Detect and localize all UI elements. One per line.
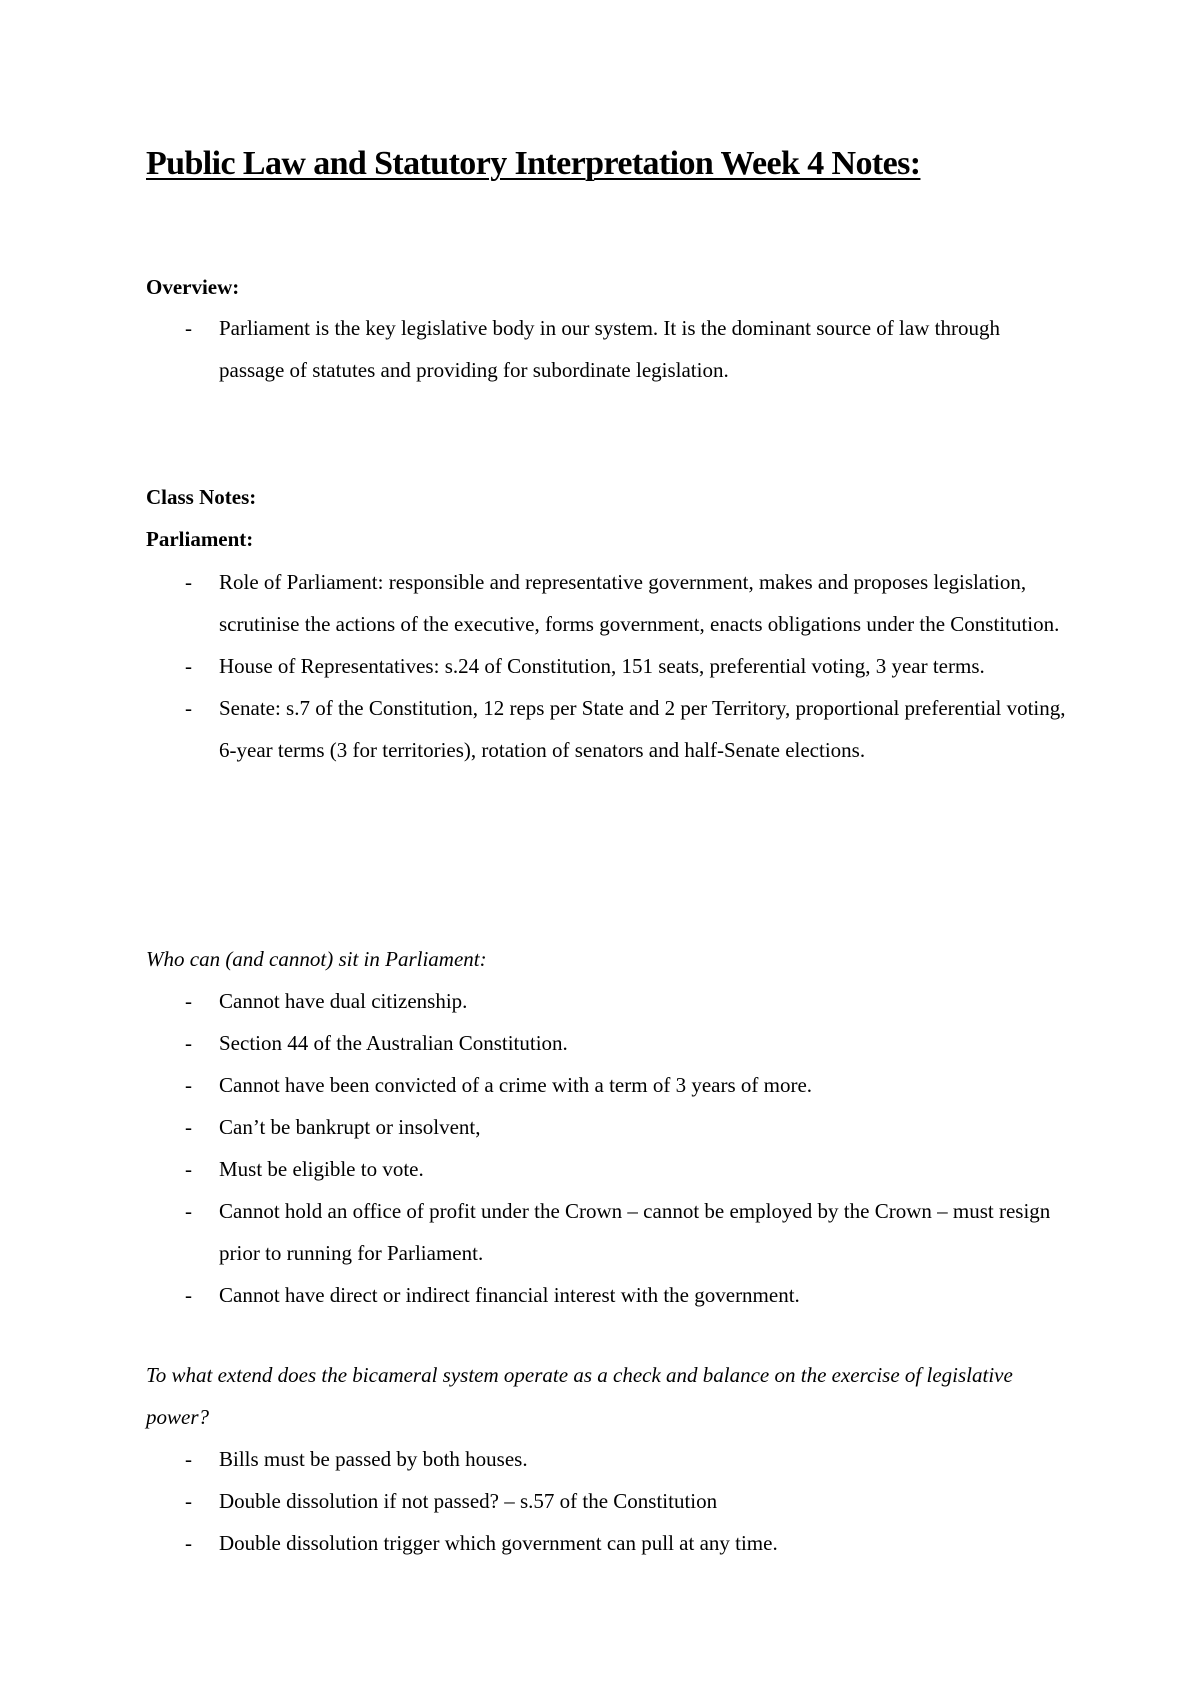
list-item bbox=[146, 1438, 1066, 1480]
bicameral-heading: To what extend does the bicameral system operate as a check and balance on the exercise of legislative power? bbox=[146, 1363, 1013, 1429]
list-item bbox=[146, 687, 1066, 771]
list-item-text: Must be eligible to vote. bbox=[219, 1157, 424, 1181]
dash-bullet-icon bbox=[185, 980, 192, 1022]
overview-heading: Overview: bbox=[146, 275, 240, 299]
list-item bbox=[146, 1106, 1066, 1148]
list-item-text: Parliament is the key legislative body in our system. It is the dominant source of law through passage of statutes and providing for subordinate legislation. bbox=[219, 316, 1000, 382]
bicameral-list bbox=[146, 1438, 1066, 1564]
list-item bbox=[146, 645, 1066, 687]
list-item-text: Role of Parliament: responsible and representative government, makes and proposes legislation, scrutinise the actions of the executive, forms government, enacts obligations under the Constitution. bbox=[219, 570, 1060, 636]
list-item-text: Section 44 of the Australian Constitution. bbox=[219, 1031, 568, 1055]
list-item bbox=[146, 1148, 1066, 1190]
list-item-text: Cannot hold an office of profit under the Crown – cannot be employed by the Crown – must resign prior to running for Parliament. bbox=[219, 1199, 1051, 1265]
who-can-sit-list bbox=[146, 980, 1066, 1316]
dash-bullet-icon bbox=[185, 645, 192, 687]
page-title: Public Law and Statutory Interpretation Week 4 Notes: bbox=[146, 145, 921, 182]
list-item bbox=[146, 980, 1066, 1022]
list-item-text: Double dissolution trigger which government can pull at any time. bbox=[219, 1531, 778, 1555]
parliament-list bbox=[146, 561, 1066, 771]
dash-bullet-icon bbox=[185, 1022, 192, 1064]
dash-bullet-icon bbox=[185, 307, 192, 349]
dash-bullet-icon bbox=[185, 1274, 192, 1316]
dash-bullet-icon bbox=[185, 687, 192, 729]
overview-list bbox=[146, 307, 1066, 391]
list-item bbox=[146, 1190, 1066, 1274]
list-item-text: Bills must be passed by both houses. bbox=[219, 1447, 528, 1471]
dash-bullet-icon bbox=[185, 1106, 192, 1148]
list-item-text: Cannot have been convicted of a crime with a term of 3 years of more. bbox=[219, 1073, 813, 1097]
list-item-text: Cannot have dual citizenship. bbox=[219, 989, 468, 1013]
parliament-subheading: Parliament: bbox=[146, 527, 254, 551]
list-item-text: House of Representatives: s.24 of Constitution, 151 seats, preferential voting, 3 year terms. bbox=[219, 654, 985, 678]
list-item bbox=[146, 1274, 1066, 1316]
dash-bullet-icon bbox=[185, 1522, 192, 1564]
list-item bbox=[146, 1522, 1066, 1564]
dash-bullet-icon bbox=[185, 1190, 192, 1232]
list-item-text: Senate: s.7 of the Constitution, 12 reps per State and 2 per Territory, proportional preferential voting, 6-year terms (3 for territories), rotation of senators and half-Senate elections. bbox=[219, 696, 1066, 762]
who-can-sit-heading: Who can (and cannot) sit in Parliament: bbox=[146, 947, 487, 971]
list-item-text: Double dissolution if not passed? – s.57 of the Constitution bbox=[219, 1489, 718, 1513]
list-item bbox=[146, 307, 1066, 391]
list-item bbox=[146, 561, 1066, 645]
dash-bullet-icon bbox=[185, 1480, 192, 1522]
class-notes-heading: Class Notes: bbox=[146, 485, 257, 509]
list-item bbox=[146, 1022, 1066, 1064]
list-item bbox=[146, 1064, 1066, 1106]
list-item bbox=[146, 1480, 1066, 1522]
dash-bullet-icon bbox=[185, 1064, 192, 1106]
list-item-text: Can’t be bankrupt or insolvent, bbox=[219, 1115, 481, 1139]
dash-bullet-icon bbox=[185, 1148, 192, 1190]
list-item-text: Cannot have direct or indirect financial interest with the government. bbox=[219, 1283, 800, 1307]
dash-bullet-icon bbox=[185, 561, 192, 603]
dash-bullet-icon bbox=[185, 1438, 192, 1480]
